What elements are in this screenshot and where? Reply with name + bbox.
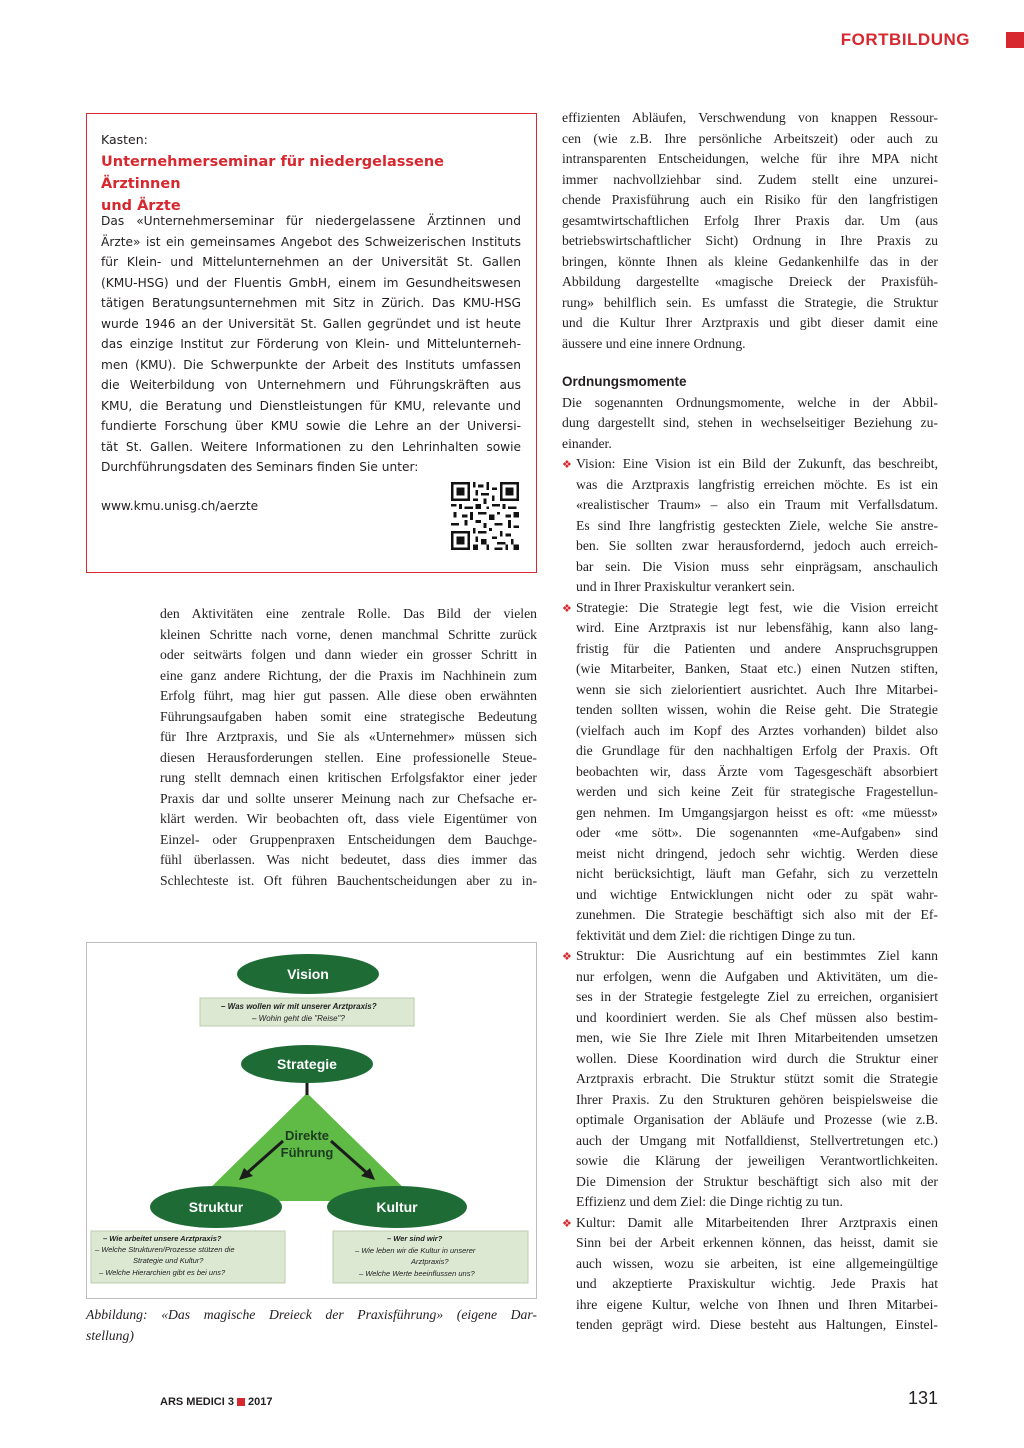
text-line: chende Praxisführung auch ein Risiko für den langfristigen xyxy=(562,192,938,207)
bullet-icon: ❖ xyxy=(562,1217,572,1230)
info-box xyxy=(86,113,537,573)
bullet-line xyxy=(562,946,938,967)
text-line: bar sein. Die Vision muss sehr einprägsam, anschaulich xyxy=(576,558,938,574)
text-line: fektivität und dem Ziel: die richtigen Dinge zu tun. xyxy=(576,927,856,943)
text-line: Führungsaufgaben haben somit eine strategische Bedeutung xyxy=(160,708,537,724)
triangle-diagram xyxy=(87,943,536,1298)
struktur-question: Strategie und Kultur? xyxy=(133,1256,204,1265)
text-line: was die Arztpraxis langfristig erreichen möchte. Es ist ein xyxy=(576,476,938,492)
text-line: optimale Organisation der Abläufe und Prozesse (wie z.B. xyxy=(576,1112,938,1127)
text-line: Sinn bei der Arbeit erkennen können, das heisst, damit sie xyxy=(576,1235,938,1250)
text-line: einander. xyxy=(562,435,612,451)
center-label-line2: Führung xyxy=(280,1145,334,1160)
kultur-label: Kultur xyxy=(376,1199,418,1215)
text-line: bringen, könnte Ihnen als kleine Gedankenhilfe das in der xyxy=(562,253,938,269)
box-line: Ärzte» ist ein gemeinsames Angebot des Schweizerischen Instituts xyxy=(101,234,521,249)
box-line: Das «Unternehmerseminar für niedergelassene Ärztinnen und xyxy=(101,214,521,228)
bullet-vision xyxy=(562,454,938,598)
box-line: Durchführungsdaten des Seminars finden Sie unter: xyxy=(101,460,419,474)
bullet-icon: ❖ xyxy=(562,951,572,963)
box-line: für Klein- und Mittelunternehmen an der Universität St. Gallen xyxy=(101,255,521,269)
text-line: wenn sie sich zielorientiert ausrichtet. Auch Ihre Mitarbei- xyxy=(576,681,938,697)
text-line: auch der Umgang mit Notfalldienst, Stellvertretungen etc.) xyxy=(576,1132,938,1148)
text-line: gen nehmen. Im Umgangsjargon heisst es oft: «me müesst» xyxy=(576,804,938,820)
caption-line: stellung) xyxy=(86,1327,134,1343)
text-line: ben. Sie sollten zwar herausfordernd, jedoch auch erreich- xyxy=(576,538,938,553)
text-line: Die Dimension der Struktur beschäftigt sich also mit der xyxy=(576,1173,938,1189)
center-label-line1: Direkte xyxy=(284,1128,330,1143)
box-line: die Weiterbildung von Unternehmern und Führungskräften aus xyxy=(101,378,521,392)
text-line: Abbildung dargestellte «magische Dreieck der Praxisfüh- xyxy=(562,274,938,289)
box-line: KMU, die Beratung und Dienstleistungen für KMU, relevante und xyxy=(101,398,521,413)
struktur-question: – Welche Strukturen/Prozesse stützen die xyxy=(95,1245,235,1254)
magic-triangle-figure xyxy=(86,942,537,1299)
text-line: tenden sollten wissen, wohin die Reise geht. Die Strategie xyxy=(576,702,938,717)
text-line: für Ihre Arztpraxis, und Sie als «Unternehmer» müssen sich xyxy=(160,729,537,744)
vision-question-1: – Was wollen wir mit unserer Arztpraxis? xyxy=(221,1002,377,1011)
text-line: effizienten Abläufen, Verschwendung von knappen Ressour- xyxy=(562,110,938,125)
bullet-icon: ❖ xyxy=(562,459,572,471)
vision-label: Vision xyxy=(287,966,329,982)
text-line: Die sogenannten Ordnungsmomente, welche in der Abbil- xyxy=(562,394,938,410)
caption-line: Abbildung: «Das magische Dreieck der Praxisführung» (eigene Dar- xyxy=(86,1307,537,1322)
right-column xyxy=(562,108,938,1336)
text-line: Ihrer Praxis. Zu den Strukturen gehören beispielsweise die xyxy=(576,1091,938,1107)
box-heading xyxy=(101,151,521,217)
section-title: FORTBILDUNG xyxy=(840,30,970,49)
box-heading-line: und Ärzte xyxy=(101,198,181,214)
text-line: Struktur: Die Ausrichtung auf ein bestimmtes Ziel kann xyxy=(576,948,938,963)
text-line: meist nicht dringend, jedoch sehr wichtig. Werden diese xyxy=(576,845,938,861)
left-column xyxy=(160,604,537,891)
struktur-question: – Wie arbeitet unsere Arztpraxis? xyxy=(103,1234,222,1243)
strategie-label: Strategie xyxy=(277,1056,337,1072)
journal-year: 2017 xyxy=(247,1396,273,1408)
text-line: betriebswirtschaftlicher Sicht) Ordnung in Ihre Praxis zu xyxy=(562,233,938,248)
text-line: men, wie Sie Ihre Ziele mit Ihren Mitarbeitenden umsetzen xyxy=(576,1030,938,1045)
text-line: die Grundlage für den nachhaltigen Erfolg der Praxis. Oft xyxy=(576,743,938,758)
text-line: dung dargestellt sind, stehen in wechselseitiger Beziehung zu- xyxy=(562,415,938,430)
bullet-strategie xyxy=(562,598,938,947)
footer-accent-square xyxy=(237,1398,245,1406)
vision-question-2: – Wohin geht die "Reise"? xyxy=(252,1014,345,1023)
text-line: und wichtige Entwicklungen nicht oder zu spät wahr- xyxy=(576,886,938,902)
text-line: und in Ihrer Praxiskultur verankert sein. xyxy=(576,579,795,594)
text-line: tenden geprägt wird. Diese besteht aus Haltungen, Einstel- xyxy=(576,1317,938,1332)
kultur-question: – Wer sind wir? xyxy=(387,1234,443,1243)
text-line: rung stellt demnach einen kritischen Erfolgsfaktor einer jeder xyxy=(160,770,537,785)
text-line: gesamtwirtschaftlichen Erfolg Ihrer Praxis dar. Um (aus xyxy=(562,212,938,228)
text-line: Vision: Eine Vision ist ein Bild der Zukunft, das beschreibt, xyxy=(576,456,938,471)
box-line: men (KMU). Die Schwerpunkte der Arbeit des Instituts umfassen xyxy=(101,357,521,372)
struktur-question: – Welche Hierarchien gibt es bei uns? xyxy=(99,1268,226,1277)
text-line: klärt werden. Wir beobachten oft, dass viele Eigentümer von xyxy=(160,811,537,826)
text-line: zunehmen. Die Strategie beschäftigt sich also mit der Ef- xyxy=(576,907,938,922)
text-line: Es sind Ihre langfristig gesteckten Ziele, welche Sie anstre- xyxy=(576,517,938,533)
text-line: fristig für die Patienten und andere Anspruchsgruppen xyxy=(576,640,938,656)
text-line: Kultur: Damit alle Mitarbeitenden Ihrer Arztpraxis einen xyxy=(576,1214,938,1230)
bullet-kultur xyxy=(562,1213,938,1336)
text-line: und koordiniert werden. Sie als Chef müssen also bestim- xyxy=(576,1009,938,1025)
bullet-struktur xyxy=(562,946,938,1213)
text-line: den Aktivitäten eine zentrale Rolle. Das Bild der vielen xyxy=(160,606,537,621)
struktur-label: Struktur xyxy=(188,1199,244,1215)
text-line: ihre eigene Kultur, welche von Ihnen und Ihren Mitarbei- xyxy=(576,1296,938,1312)
text-line: Effizienz und dem Ziel: die Dinge richtig zu tun. xyxy=(576,1194,843,1209)
box-line: (KMU-HSG) und der Fluentis GmbH, einem im Gesundheitswesen xyxy=(101,275,521,290)
box-line: tät St. Gallen. Weitere Informationen zu den Lehrinhalten sowie xyxy=(101,439,521,454)
text-line: (wie Mitarbeiter, Banken, Staat etc.) einen Nutzen stiften, xyxy=(576,661,938,676)
text-line: «realistischer Traum» – also ein Traum mit Verfallsdatum. xyxy=(576,497,938,512)
bullet-line xyxy=(562,454,938,475)
figure-caption xyxy=(86,1305,537,1346)
text-line: beobachten wir, dass Ärzte vom Tagesgeschäft absorbiert xyxy=(576,763,938,779)
text-line: nicht berücksichtigt, läuft man Gefahr, sich zu verzetteln xyxy=(576,866,938,881)
text-line: Praxis dar und sollte unserer Meinung nach zur Chefsache er- xyxy=(160,790,537,806)
text-line: nur erfolgen, wenn die Aufgaben und Aktivitäten, um die- xyxy=(576,968,938,984)
text-line: kleinen Schritte nach vorne, denen manchmal Schritte zurück xyxy=(160,626,537,642)
section-heading: Ordnungsmomente xyxy=(562,374,687,389)
kultur-question: Arztpraxis? xyxy=(411,1257,449,1266)
text-line: oder «me sött». Die sogenannten «me-Aufgaben» sind xyxy=(576,825,938,840)
bullet-icon: ❖ xyxy=(562,602,572,615)
text-line: und akzeptierte Praxiskultur wichtig. Jede Praxis hat xyxy=(576,1276,938,1291)
box-line: tätigen Beratungsunternehmen mit Sitz in Zürich. Das KMU-HSG xyxy=(101,296,521,310)
box-body xyxy=(101,211,521,478)
kultur-question: – Welche Werte beeinflussen uns? xyxy=(359,1269,475,1278)
text-line: rung» behilflich sein. Es umfasst die Strategie, die Struktur xyxy=(562,294,938,310)
text-line: Schlechteste ist. Oft führen Bauchentscheidungen aber zu in- xyxy=(160,872,537,888)
text-line: sowie die Klärung der jeweiligen Verantwortlichkeiten. xyxy=(576,1153,938,1168)
text-line: intransparenten Entscheidungen, welche für ihre MPA nicht xyxy=(562,151,938,166)
box-line: das einzige Institut zur Förderung von Klein- und Mittelunterneh- xyxy=(101,337,521,351)
qr-code-icon[interactable] xyxy=(451,482,519,550)
header-accent-square xyxy=(1006,32,1024,48)
text-line: wollen. Diese Koordination wird durch die Struktur einer xyxy=(576,1050,938,1066)
text-line: wird. Eine Arztpraxis ist nur lebensfähig, kann also lang- xyxy=(576,620,938,635)
text-line: äussere und eine innere Ordnung. xyxy=(562,335,746,351)
box-heading-line: Unternehmerseminar für niedergelassene Ärztinnen xyxy=(101,154,444,192)
text-line: Einzel- oder Gruppenpraxen Entscheidungen dem Bauchge- xyxy=(160,831,537,847)
text-line: Erfolg führt, mag hier gut passen. Alle diese oben erwähnten xyxy=(160,688,537,703)
text-line: fühl überlassen. Was nicht bedeutet, dass dies immer das xyxy=(160,852,537,867)
box-line: wurde 1946 an der Universität St. Gallen gegründet und ist heute xyxy=(101,316,521,331)
journal-name: ARS MEDICI 3 xyxy=(160,1396,234,1408)
text-line: immer nachvollziehbar sind. Zudem stellt eine unzurei- xyxy=(562,171,938,187)
text-line: (vielfach auch im Kopf des Arztes vorhanden) bildet also xyxy=(576,722,938,738)
footer-journal xyxy=(160,1396,272,1408)
box-url-link[interactable]: www.kmu.unisg.ch/aerzte xyxy=(101,499,259,513)
text-line: cen (wie z.B. Ihre persönliche Arbeitszeit) oder auch zu xyxy=(562,130,938,146)
text-line: werden und sich keine Zeit für strategische Fragestellun- xyxy=(576,784,938,799)
text-line: Arztpraxis erbracht. Die Struktur stützt somit die Strategie xyxy=(576,1071,938,1086)
text-line: diesen Herausforderungen stellen. Eine professionelle Steue- xyxy=(160,749,537,765)
box-line: fundierte Forschung über KMU sowie die Lehre an der Universi- xyxy=(101,419,521,433)
bullet-line xyxy=(562,1213,938,1234)
text-line: und die Kultur Ihrer Arztpraxis und gibt dieser damit eine xyxy=(562,315,938,330)
bullet-line xyxy=(562,598,938,619)
text-line: eine ganz andere Richtung, der die Praxis im Nachhinein zum xyxy=(160,667,537,683)
kultur-question: – Wie leben wir die Kultur in unserer xyxy=(355,1246,476,1255)
text-line: ses in der Strategie festgelegte Ziel zu erreichen, organisiert xyxy=(576,989,938,1004)
text-line: auch wissen, wozu sie arbeiten, ist eine allgemeingültige xyxy=(576,1255,938,1271)
page-number: 131 xyxy=(907,1388,938,1408)
text-line: oder seitwärts folgen und dann wieder ein grosser Schritt in xyxy=(160,647,537,662)
box-kicker: Kasten: xyxy=(101,132,148,147)
text-line: Strategie: Die Strategie legt fest, wie die Vision erreicht xyxy=(576,599,938,615)
